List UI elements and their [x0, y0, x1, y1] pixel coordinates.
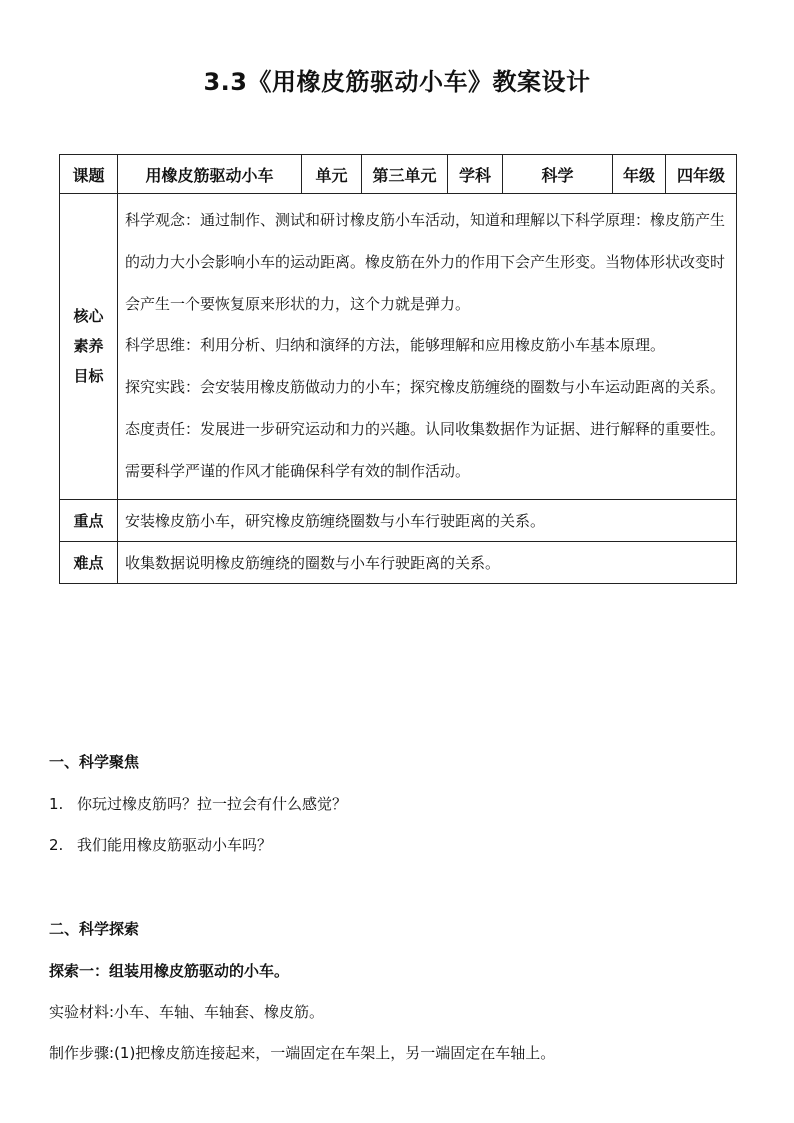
grade-value: 四年级 [666, 155, 737, 194]
steps-text: 制作步骤:(1)把橡皮筋连接起来，一端固定在车架上，另一端固定在车轴上。 [49, 1044, 556, 1062]
topic-value: 用橡皮筋驱动小车 [118, 155, 302, 194]
goal-concept: 科学观念：通过制作、测试和研讨橡皮筋小车活动，知道和理解以下科学原理：橡皮筋产生的动力大小会影响小车的运动距离。橡皮筋在外力的作用下会产生形变。当物体形状改变时会产生一个要恢复原来形状的力，这个力就是弹力。 [125, 211, 726, 313]
section1-heading: 一、科学聚焦 [49, 753, 140, 771]
list-item: 2. 我们能用橡皮筋驱动小车吗？ [49, 836, 273, 854]
goals-content [118, 194, 737, 500]
page-title: 3.3《用橡皮筋驱动小车》教案设计 [203, 68, 591, 96]
unit-value: 第三单元 [362, 155, 448, 194]
table-header-row [60, 155, 737, 194]
explore1-heading: 探索一：组装用橡皮筋驱动的小车。 [49, 962, 290, 980]
subject-label: 学科 [448, 155, 503, 194]
goal-attitude: 态度责任：发展进一步研究运动和力的兴趣。认同收集数据作为证据、进行解释的重要性。需要科学严谨的作风才能确保科学有效的制作活动。 [125, 419, 726, 480]
goal-thinking: 科学思维：利用分析、归纳和演绎的方法，能够理解和应用橡皮筋小车基本原理。 [125, 336, 666, 355]
key-point-row [60, 499, 737, 541]
difficulty-label: 难点 [60, 541, 118, 583]
grade-label: 年级 [613, 155, 666, 194]
subject-value: 科学 [503, 155, 613, 194]
goals-label: 核心 素养 目标 [60, 194, 118, 500]
section2-heading: 二、科学探索 [49, 920, 140, 938]
goal-practice: 探究实践：会安装用橡皮筋做动力的小车；探究橡皮筋缠绕的圈数与小车运动距离的关系。 [125, 378, 726, 397]
key-point-label: 重点 [60, 499, 118, 541]
goals-row [60, 194, 737, 500]
topic-label: 课题 [60, 155, 118, 194]
unit-label: 单元 [302, 155, 362, 194]
difficulty-row [60, 541, 737, 583]
materials-text: 实验材料:小车、车轴、车轴套、橡皮筋。 [49, 1003, 325, 1021]
lesson-plan-table [59, 154, 737, 584]
list-item: 1. 你玩过橡皮筋吗？拉一拉会有什么感觉？ [49, 795, 348, 813]
key-point-text: 安装橡皮筋小车，研究橡皮筋缠绕圈数与小车行驶距离的关系。 [118, 499, 737, 541]
difficulty-text: 收集数据说明橡皮筋缠绕的圈数与小车行驶距离的关系。 [118, 541, 737, 583]
